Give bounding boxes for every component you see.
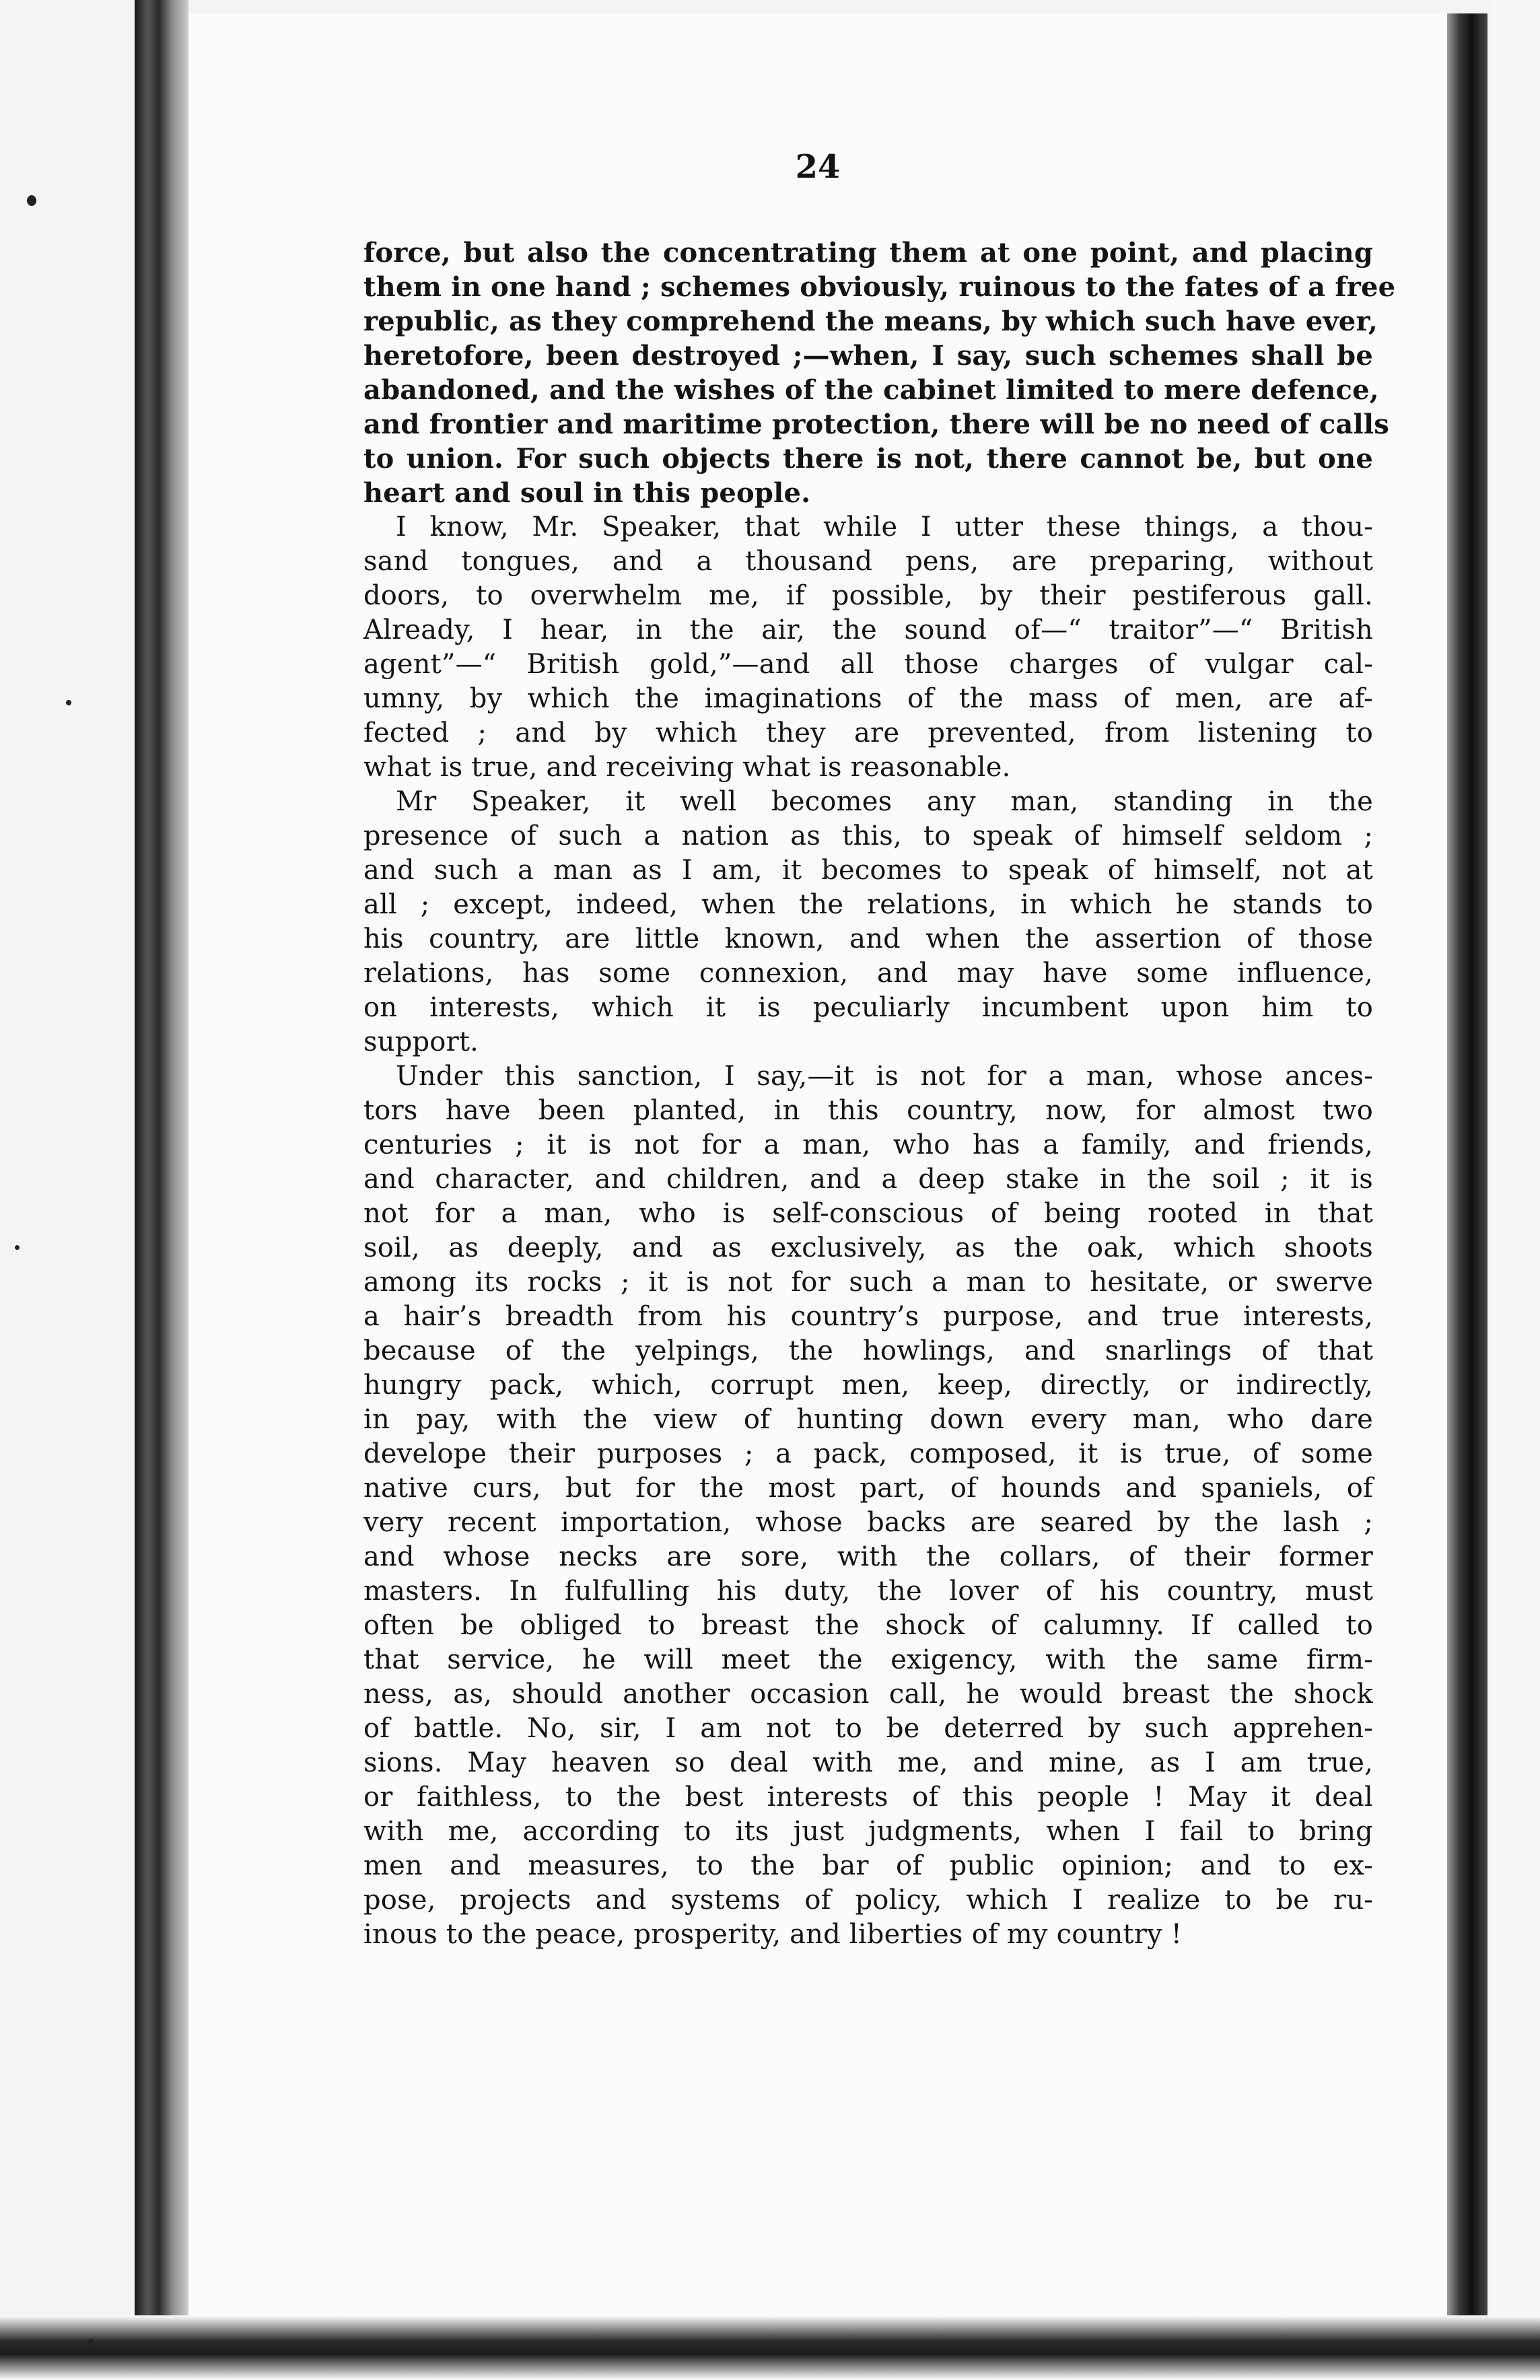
text-line: agent”—“ British gold,”—and all those charges of vulgar cal- [363,649,1373,680]
text-line: sand tongues, and a thousand pens, are preparing, without [363,546,1373,577]
scan-bottom-edge [0,2315,1540,2380]
text-line: not for a man, who is self-conscious of being rooted in that [363,1198,1373,1229]
scan-speck [27,195,36,206]
book-page [188,13,1447,2315]
text-line: republic, as they comprehend the means, by which such have ever, [363,306,1378,337]
text-line: tors have been planted, in this country, now, for almost two [363,1095,1373,1126]
book-binding-shadow [135,0,188,2380]
text-line: men and measures, to the bar of public opinion; and to ex- [363,1850,1373,1881]
text-line: of battle. No, sir, I am not to be deterred by such apprehen- [363,1713,1373,1744]
text-line: support. [363,1026,479,1057]
text-line: ness, as, should another occasion call, he would breast the shock [363,1679,1373,1710]
scan-speck [88,2339,94,2346]
text-line: centuries ; it is not for a man, who has a family, and friends, [363,1129,1373,1160]
text-line: in pay, with the view of hunting down every man, who dare [363,1404,1373,1435]
text-line: pose, projects and systems of policy, which I realize to be ru- [363,1885,1373,1916]
scan-speck [66,700,71,705]
text-line: and whose necks are sore, with the collars, of their former [363,1541,1373,1572]
text-line: a hair’s breadth from his country’s purpose, and true interests, [363,1301,1373,1332]
text-line: and such a man as I am, it becomes to speak of himself, not at [363,855,1373,886]
text-line: that service, he will meet the exigency, with the same firm- [363,1644,1373,1675]
page-number: 24 [795,148,841,186]
text-line: force, but also the concentrating them at one point, and placing [363,237,1373,269]
text-line: what is true, and receiving what is reasonable. [363,752,1011,783]
text-line: presence of such a nation as this, to speak of himself seldom ; [363,820,1373,851]
text-line: or faithless, to the best interests of this people ! May it deal [363,1782,1373,1813]
text-line: on interests, which it is peculiarly incumbent upon him to [363,992,1373,1023]
text-line: fected ; and by which they are prevented, from listening to [363,718,1373,748]
text-line: all ; except, indeed, when the relations, in which he stands to [363,889,1373,920]
text-line: with me, according to its just judgments, when I fail to bring [363,1816,1373,1847]
text-line: to union. For such objects there is not, there cannot be, but one [363,443,1373,475]
text-line: heretofore, been destroyed ;—when, I say, such schemes shall be [363,340,1373,372]
page-edge-shadow [1447,13,1488,2349]
text-line: very recent importation, whose backs are seared by the lash ; [363,1507,1373,1538]
text-line: develope their purposes ; a pack, composed, it is true, of some [363,1438,1373,1469]
text-line: Already, I hear, in the air, the sound of—“ traitor”—“ British [363,615,1373,645]
text-line: umny, by which the imaginations of the mass of men, are af- [363,683,1373,714]
text-line: often be obliged to breast the shock of calumny. If called to [363,1610,1373,1641]
text-line: relations, has some connexion, and may have some influence, [363,958,1373,989]
text-line: inous to the peace, prosperity, and liberties of my country ! [363,1919,1183,1950]
text-line: his country, are little known, and when the assertion of those [363,923,1373,954]
text-line: and frontier and maritime protection, there will be no need of calls [363,409,1390,440]
text-line: because of the yelpings, the howlings, and snarlings of that [363,1335,1373,1366]
text-line: them in one hand ; schemes obviously, ruinous to the fates of a free [363,271,1396,303]
scan-speck [15,1245,20,1250]
text-line: masters. In fulfulling his duty, the lover of his country, must [363,1576,1373,1607]
text-line: sions. May heaven so deal with me, and mine, as I am true, [363,1747,1373,1778]
text-line: among its rocks ; it is not for such a man to hesitate, or swerve [363,1267,1373,1298]
text-line: native curs, but for the most part, of hounds and spaniels, of [363,1473,1373,1504]
text-line: and character, and children, and a deep stake in the soil ; it is [363,1164,1373,1195]
text-line: Under this sanction, I say,—it is not for a man, whose ances- [396,1061,1373,1092]
text-line: heart and soul in this people. [363,477,811,509]
body-text [363,236,1396,1952]
text-line: I know, Mr. Speaker, that while I utter these things, a thou- [396,512,1373,542]
text-line: hungry pack, which, corrupt men, keep, directly, or indirectly, [363,1370,1373,1401]
text-line: doors, to overwhelm me, if possible, by their pestiferous gall. [363,580,1373,611]
text-line: Mr Speaker, it well becomes any man, standing in the [396,786,1373,817]
text-line: abandoned, and the wishes of the cabinet limited to mere defence, [363,374,1379,406]
text-line: soil, as deeply, and as exclusively, as the oak, which shoots [363,1232,1373,1263]
scan-margin-right [1491,0,1540,2380]
